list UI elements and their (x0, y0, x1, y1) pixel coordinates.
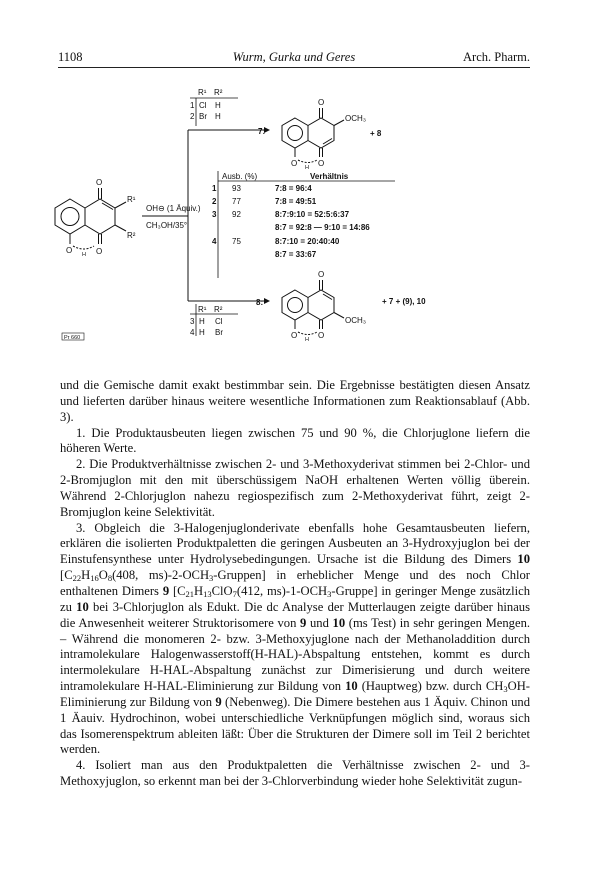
col-r1: R¹ (198, 305, 207, 314)
yield-ratio-table (212, 171, 395, 278)
ratio-value: 8:7 = 92:8 — 9:10 = 14:86 (275, 223, 370, 232)
r1-value: H (199, 317, 205, 326)
row-number: 3 (212, 210, 217, 219)
r2-value: H (215, 101, 221, 110)
running-title-authors: Wurm, Gurka und Geres (232, 50, 356, 64)
r2-label: R² (127, 231, 136, 240)
substituent-table-bottom (190, 304, 238, 337)
yield-value: 92 (232, 210, 241, 219)
hydroxy-h-label: H (82, 252, 86, 258)
ratio-value: 7:8 = 96:4 (275, 184, 312, 193)
page-number: 1108 (58, 50, 83, 64)
methoxy-label: OCH₃ (345, 316, 367, 325)
header-rule (58, 67, 530, 68)
row-number: 2 (212, 197, 217, 206)
carbonyl-o-label: O (318, 98, 325, 107)
hydroxy-o-label: O (291, 159, 298, 168)
hydroxy-h-label: H (305, 337, 309, 343)
carbonyl-o-label: O (318, 270, 325, 279)
reagent-base: OH⊖ (1 Äquiv.) (146, 204, 201, 213)
carbonyl-o-label: O (318, 331, 325, 340)
carbonyl-o-label: O (96, 178, 103, 187)
product-top-label: 7: (258, 127, 266, 136)
hydroxy-o-label: O (66, 246, 73, 255)
compound-number: 2 (190, 112, 195, 121)
yield-value: 77 (232, 197, 241, 206)
reagent-solvent: CH₃OH/35° (146, 221, 188, 230)
r1-value: H (199, 328, 205, 337)
compound-number: 1 (190, 101, 195, 110)
starting-material-structure (55, 188, 126, 249)
substituent-table-top (190, 88, 238, 126)
col-r1: R¹ (198, 88, 207, 97)
reaction-scheme-svg (40, 78, 560, 348)
journal-name: Arch. Pharm. (463, 50, 530, 64)
col-r2: R² (214, 305, 223, 314)
product-bottom-plus: + 7 + (9), 10 (382, 297, 426, 306)
hydroxy-h-label: H (305, 165, 309, 171)
yield-value: 93 (232, 184, 241, 193)
row-number: 4 (212, 237, 217, 246)
paragraph-point-3: 3. Obgleich die 3-Halogenjuglonderivate ebenfalls hohe Gesamtausbeuten liefern, erklären die isolierten Produktpaletten die geringen Ausbeuten an 3-Hydroxyjuglon bei der Einstufensynthese unter Hydrolysebedingungen. Ursache ist die Bildung des Dimers 10 [$C_{22}H_{16}O_8(408$, $ms)-2-OCH_3-Gruppen$] in erheblicher Menge und des noch Chlor enthaltenen Dimers 9 [$C_{21}H_{13}ClO_7(412$, $ms)-1-OCH_3-Gruppe$] in geringer Menge zusätzlich zu 10 bei 3-Chlorjuglon als Edukt. Die dc Analyse der Mutterlaugen zeigte darüber hinaus die Anwesenheit weiterer Struktorisomere von 9 und 10 (ms Test) in sehr geringen Mengen. – Während die monomeren 2- bzw. 3-Methoxyjuglone nach der Methanoladdition durch intramolekulare Halogenwasserstoff(H-HAL)-Abspaltung entstehen, kommt es durch intermolekulare H-HAL-Abspaltung zunächst zur Dimerisierung und durch weitere intramolekulare H-HAL-Eliminierung zur Bildung von 10 (Hauptweg) bzw. durch $CH_3OH$-Eliminierung zur Bildung von 9 (Nebenweg). Die Dimere bestehen aus 1 Äquiv. Chinon und 1 Äauiv. Hydrochinon, wobei unterschiedliche Verknüpfungen möglich sind, woraus sich das Isomerenspektrum ableiten läßt: Über die Strukturen der Dimere soll im Teil 2 berichtet werden. (60, 520, 531, 757)
row-number: 1 (212, 184, 217, 193)
product-top-plus: + 8 (370, 129, 382, 138)
ratio-value: 8:7:9:10 = 52:5:6:37 (275, 210, 350, 219)
hydroxy-o-label: O (291, 331, 298, 340)
methoxy-label: OCH₃ (345, 114, 367, 123)
r1-label: R¹ (127, 195, 136, 204)
reaction-scheme-figure (40, 78, 560, 348)
compound-number: 3 (190, 317, 195, 326)
ratio-value: 8:7:10 = 20:40:40 (275, 237, 340, 246)
figure-stamp: Pr 660 (64, 335, 81, 341)
running-header (58, 50, 530, 66)
article-body (60, 378, 530, 790)
carbonyl-o-label: O (96, 247, 103, 256)
product-top-structure (282, 108, 344, 163)
product-bottom-label: 8: (256, 298, 264, 307)
r1-value: Cl (199, 101, 207, 110)
r2-value: Br (215, 328, 223, 337)
ratio-value: 8:7 = 33:67 (275, 250, 317, 259)
paragraph-point-2: 2. Die Produktverhältnisse zwischen 2- und 3-Methoxyderivat stimmen bei 2-Chlor- und 2-Bromjuglon mit den mit überschüssigem NaOH erhaltenen Werten völlig überein. Während 2-Chlorjuglon nahezu regiospezifisch zum 2-Methoxyderivat führt, zeigt 2-Bromjuglon keine Selektivität. (60, 457, 530, 519)
arrow-head-bottom (264, 298, 270, 304)
r1-value: Br (199, 112, 207, 121)
paragraph-intro: und die Gemische damit exakt bestimmbar sein. Die Ergebnisse bestätigten diesen Ansatz und lieferten darüber hinaus weitere wesentliche Informationen zum Reaktionsablauf (Abb. 3). (60, 378, 530, 424)
paragraph-point-1: 1. Die Produktausbeuten liegen zwischen 75 und 90 %, die Chlorjuglone liefern die höheren Werte. (60, 425, 530, 456)
branch-lines (188, 130, 264, 301)
paragraph-point-4: 4. Isoliert man aus den Produktpaletten die Verhältnisse zwischen 2- und 3-Methoxyjuglon, so erkennt man bei der 3-Chlorverbindung wieder hohe Selektivität zugun- (60, 758, 530, 789)
yield-value: 75 (232, 237, 241, 246)
ratio-value: 7:8 = 49:51 (275, 197, 317, 206)
col-r2: R² (214, 88, 223, 97)
col-ratio-header: Verhältnis (310, 172, 349, 181)
compound-number: 4 (190, 328, 195, 337)
product-bottom-structure (282, 280, 344, 335)
r2-value: H (215, 112, 221, 121)
col-yield-header: Ausb. (%) (222, 172, 258, 181)
r2-value: Cl (215, 317, 223, 326)
carbonyl-o-label: O (318, 159, 325, 168)
